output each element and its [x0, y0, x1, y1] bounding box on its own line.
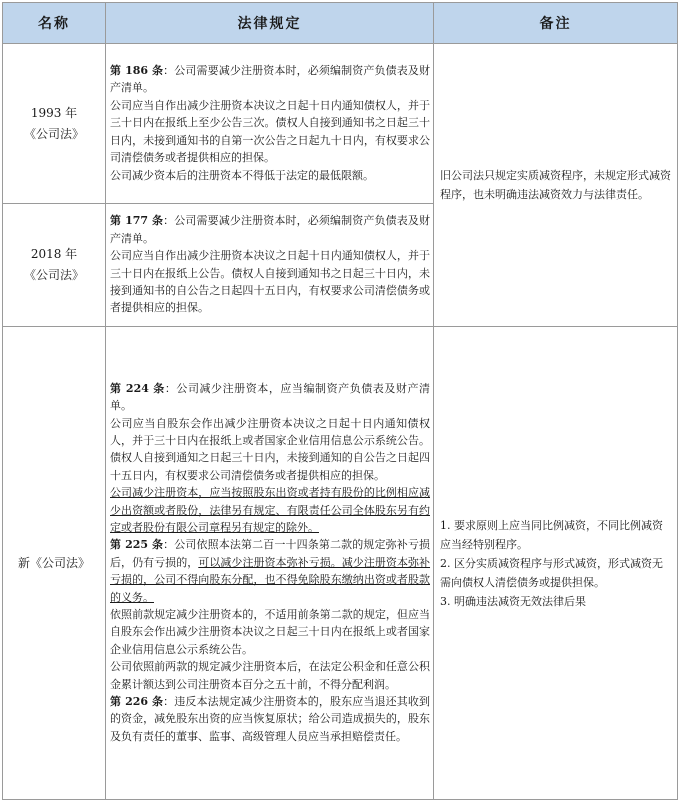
table-row-1993 [3, 44, 678, 204]
law-text-new: 第 224 条：公司减少注册资本，应当编制资产负债表及财产清单。 公司应当自股东会作出减少注册资本决议之日起十日内通知债权人，并于三十日内在报纸上或者国家企业信用信息公示系统公告。债权人自接到通知之日起三十日内，未接到通知的自公告之日起四十五日内，有权要求公司清偿债务或者提供相应的担保。 公司减少注册资本，应当按照股东出资或者持有股份的比例相应减少出资额或者股份，法律另有规定、有限责任公司全体股东另有约定或者股份有限公司章程另有规定的除外。 第 225 条：公司依照本法第二百一十四条第二款的规定弥补亏损后，仍有亏损的，可以减少注册资本弥补亏损。减少注册资本弥补亏损的，公司不得向股东分配，也不得免除股东缴纳出资或者股款的义务。 依照前款规定减少注册资本的，不适用前条第二款的规定，但应当自股东会作出减少注册资本决议之日起三十日内在报纸上或者国家企业信用信息公示系统公告。 公司依照前两款的规定减少注册资本后，在法定公积金和任意公积金累计额达到公司注册资本百分之五十前，不得分配利润。 第 226 条：违反本法规定减少注册资本的，股东应当退还其收到的资金，减免股东出资的应当恢复原状；给公司造成损失的，股东及负有责任的董事、监事、高级管理人员应当承担赔偿责任。 [106, 327, 434, 800]
article-number: 第 225 条 [110, 538, 164, 552]
article-number: 第 226 条 [110, 695, 164, 709]
note-old-law: 旧公司法只规定实质减资程序，未规定形式减资程序，也未明确违法减资效力与法律责任。 [434, 44, 678, 327]
note-item: 3. 明确违法减资无效法律后果 [440, 594, 586, 608]
law-name-new: 新《公司法》 [3, 327, 106, 800]
law-comparison-table [2, 2, 678, 800]
law-text-2018: 第 177 条：公司需要减少注册资本时，必须编制资产负债表及财产清单。 公司应当自作出减少注册资本决议之日起十日内通知债权人，并于三十日内在报纸上公告。债权人自接到通知书之日起三十日内，未接到通知书的自公告之日起四十五日内，有权要求公司清偿债务或者提供相应的担保。 [106, 204, 434, 327]
article-number: 第 177 条 [110, 214, 164, 228]
note-item: 1. 要求原则上应当同比例减资，不同比例减资应当经特别程序。 [440, 518, 663, 551]
table-row-new [3, 327, 678, 800]
law-paragraph: 公司依照前两款的规定减少注册资本后，在法定公积金和任意公积金累计额达到公司注册资本百分之五十前，不得分配利润。 [110, 660, 430, 691]
law-paragraph: 公司应当自作出减少注册资本决议之日起十日内通知债权人，并于三十日内在报纸上公告。债权人自接到通知书之日起三十日内，未接到通知书的自公告之日起四十五日内，有权要求公司清偿债务或者提供相应的担保。 [110, 249, 430, 315]
law-name-2018: 2018 年 《公司法》 [3, 204, 106, 327]
law-text-1993: 第 186 条：公司需要减少注册资本时，必须编制资产负债表及财产清单。 公司应当自作出减少注册资本决议之日起十日内通知债权人，并于三十日内在报纸上至少公告三次。债权人自接到通知书之日起三十日内，未接到通知书的自第一次公告之日起九十日内，有权要求公司清偿债务或者提供相应的担保。 公司减少资本后的注册资本不得低于法定的最低限额。 [106, 44, 434, 204]
law-paragraph-underlined: 公司减少注册资本，应当按照股东出资或者持有股份的比例相应减少出资额或者股份，法律另有规定、有限责任公司全体股东另有约定或者股份有限公司章程另有规定的除外。 [110, 486, 430, 534]
note-new-law [434, 327, 678, 800]
header-name: 名称 [3, 3, 106, 44]
law-name-1993: 1993 年 《公司法》 [3, 44, 106, 204]
header-law: 法律规定 [106, 3, 434, 44]
article-number: 第 224 条 [110, 381, 165, 395]
law-paragraph: 依照前款规定减少注册资本的，不适用前条第二款的规定，但应当自股东会作出减少注册资本决议之日起三十日内在报纸上或者国家企业信用信息公示系统公告。 [110, 608, 430, 656]
law-paragraph: 公司应当自股东会作出减少注册资本决议之日起十日内通知债权人，并于三十日内在报纸上或者国家企业信用信息公示系统公告。债权人自接到通知之日起三十日内，未接到通知的自公告之日起四十五日内，有权要求公司清偿债务或者提供相应的担保。 [110, 416, 430, 482]
underlined-text: 可以减少注册资本弥补亏损。减少注册资本弥补亏损的，公司不得向股东分配，也不得免除股东缴纳出资或者股款的义务。 [110, 555, 431, 604]
header-note: 备注 [434, 3, 678, 44]
note-item: 2. 区分实质减资程序与形式减资，形式减资无需向债权人清偿债务或提供担保。 [440, 556, 663, 589]
law-paragraph: 公司减少资本后的注册资本不得低于法定的最低限额。 [110, 168, 374, 182]
table-header-row [3, 3, 678, 44]
article-number: 第 186 条 [110, 64, 164, 78]
law-paragraph: 公司应当自作出减少注册资本决议之日起十日内通知债权人，并于三十日内在报纸上至少公告三次。债权人自接到通知书之日起三十日内，未接到通知书的自第一次公告之日起九十日内，有权要求公司清偿债务或者提供相应的担保。 [110, 98, 430, 165]
